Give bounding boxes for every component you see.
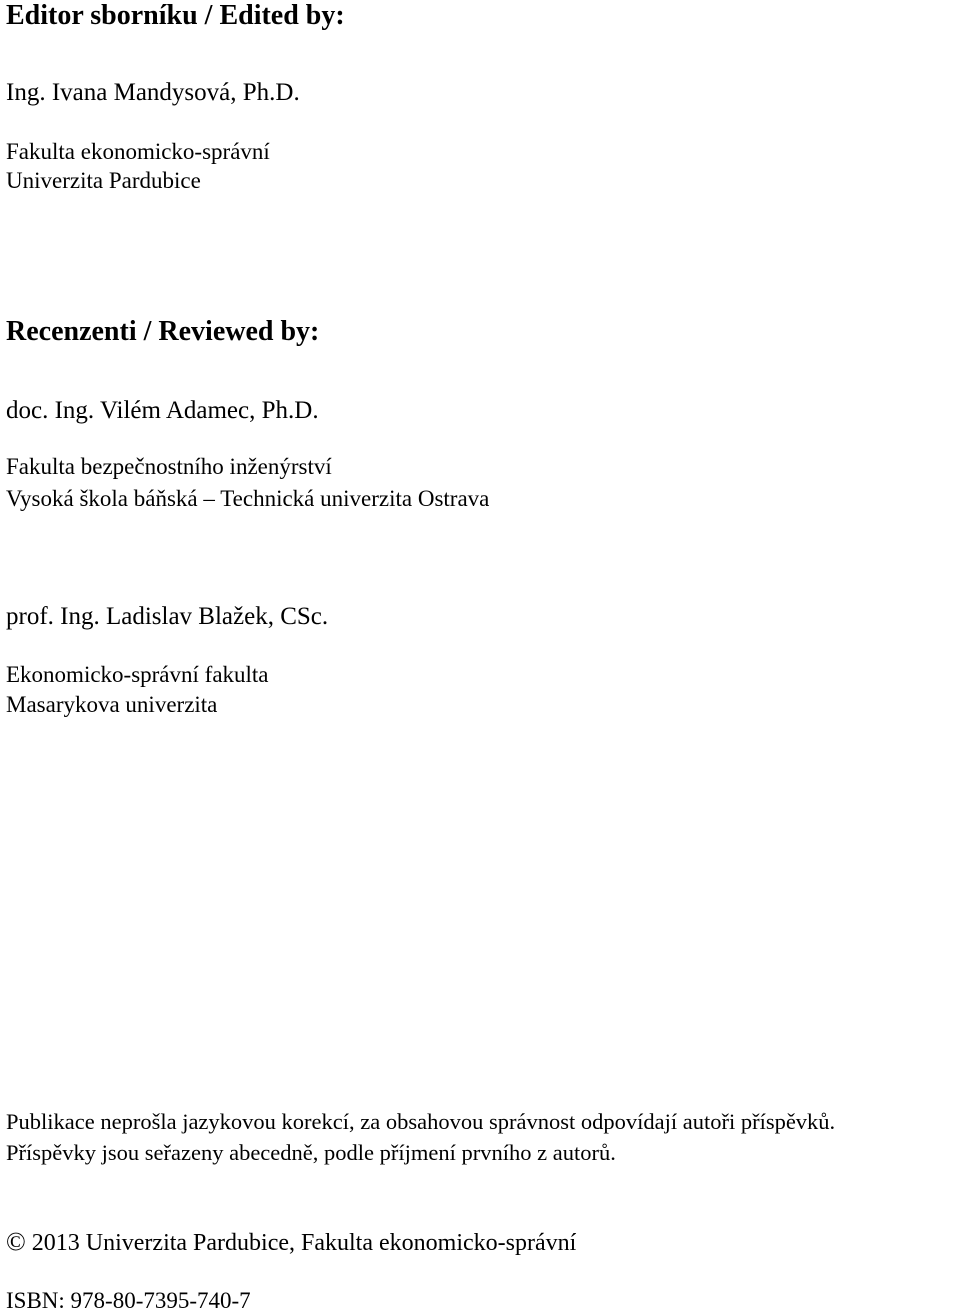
editor-affiliation-faculty: Fakulta ekonomicko-správní (6, 139, 270, 164)
reviewers-heading: Recenzenti / Reviewed by: (6, 316, 320, 347)
notice-line: Příspěvky jsou seřazeny abecedně, podle příjmení prvního z autorů. (6, 1140, 616, 1165)
reviewer-affiliation-university: Masarykova univerzita (6, 692, 218, 717)
editor-heading: Editor sborníku / Edited by: (6, 0, 345, 31)
copyright-line (6, 1229, 576, 1255)
editor-affiliation-university: Univerzita Pardubice (6, 168, 201, 193)
copyright-symbol: © (6, 1227, 26, 1256)
reviewer-name: doc. Ing. Vilém Adamec, Ph.D. (6, 397, 319, 424)
reviewer-affiliation-university: Vysoká škola báňská – Technická univerzita Ostrava (6, 486, 490, 511)
reviewer-affiliation-faculty: Fakulta bezpečnostního inženýrství (6, 454, 332, 479)
notice-line: Publikace neprošla jazykovou korekcí, za obsahovou správnost odpovídají autoři příspěvků. (6, 1109, 836, 1134)
editor-name: Ing. Ivana Mandysová, Ph.D. (6, 79, 300, 106)
copyright-text: 2013 Univerzita Pardubice, Fakulta ekonomicko-správní (31, 1230, 577, 1256)
reviewer-name: prof. Ing. Ladislav Blažek, CSc. (6, 603, 329, 630)
isbn: ISBN: 978-80-7395-740-7 (6, 1288, 251, 1313)
reviewer-affiliation-faculty: Ekonomicko-správní fakulta (6, 662, 269, 687)
